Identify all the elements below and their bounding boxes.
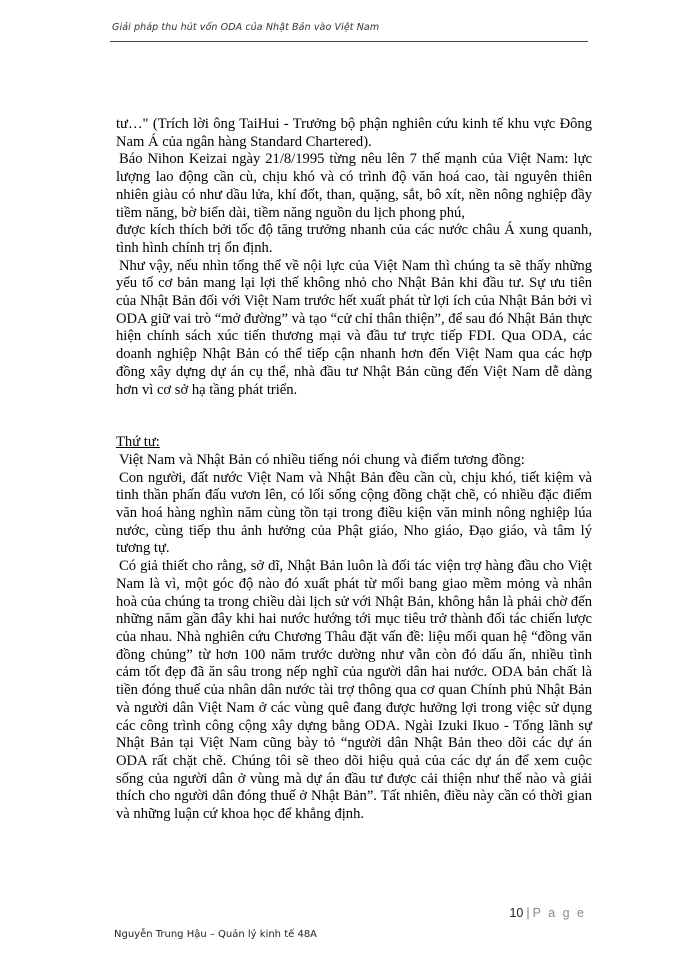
- paragraph-people-culture: Con người, đất nước Việt Nam và Nhật Bản đều cần cù, chịu khó, tiết kiệm và tinh thần phấn đấu vươn lên, có lối sống cộng đồng chặt chẽ, có nhiều đặc điểm văn hoá hàng nghìn năm cùng tồn tại trong điều kiện văn minh nông nghiệp lúa nước, cùng tiếp thu ảnh hưởng của Phật giáo, Nho giáo, Đạo giáo, và tâm lý tương tự.: [116, 469, 592, 557]
- paragraph-quote-end: tư…" (Trích lời ông TaiHui - Trưởng bộ phận nghiên cứu kinh tế khu vực Đông Nam Á của ngân hàng Standard Chartered).: [116, 116, 592, 150]
- paragraph-growth: được kích thích bởi tốc độ tăng trưởng nhanh của các nước châu Á xung quanh, tình hình chính trị ổn định.: [116, 222, 592, 256]
- page-number-value: 10: [509, 906, 524, 920]
- paragraph-common-ground: Việt Nam và Nhật Bản có nhiều tiếng nói chung và điểm tương đồng:: [119, 451, 525, 468]
- running-header: Giải pháp thu hút vốn ODA của Nhật Bản vào Việt Nam: [112, 22, 380, 33]
- footer-author: Nguyễn Trung Hậu – Quản lý kinh tế 48A: [114, 929, 318, 940]
- page-number-separator: |: [526, 906, 530, 920]
- document-body: [116, 116, 592, 824]
- page-label: P a g e: [532, 906, 586, 920]
- paragraph-internal-strength: Như vậy, nếu nhìn tổng thể về nội lực của Việt Nam thì chúng ta sẽ thấy những yếu tố cơ bản mang lại lợi thế không nhỏ cho Nhật Bản khi đầu tư. Sự ưu tiên của Nhật Bản đối với Việt Nam trước hết xuất phát từ lợi ích của Nhật Bản bởi vì ODA giữ vai trò “mở đường” và tạo “cử chỉ thân thiện”, để sau đó Nhật Bản thực hiện chính sách xúc tiến thương mại và đầu tư trực tiếp FDI. Qua ODA, các doanh nghiệp Nhật Bản có thể tiếp cận nhanh hơn đến Việt Nam qua các hợp đồng xây dựng dự án cụ thể, nhà đầu tư Nhật Bản cũng đến Việt Nam dễ dàng hơn vì cơ sở hạ tầng phát triển.: [116, 257, 592, 398]
- paragraph-nihon-keizai: Báo Nihon Keizai ngày 21/8/1995 từng nêu lên 7 thế mạnh của Việt Nam: lực lượng lao động cần cù, chịu khó và có trình độ văn hoá cao, tài nguyên thiên nhiên giàu có như dầu lửa, khí đốt, than, quặng, sắt, bô xít, nền nông nghiệp đầy tiềm năng, bờ biển dài, tiềm năng nguồn du lịch phong phú,: [116, 151, 592, 221]
- page-number: [509, 906, 586, 920]
- header-divider: [110, 41, 588, 42]
- paragraph-hypothesis: Có giả thiết cho rằng, sở dĩ, Nhật Bản luôn là đối tác viện trợ hàng đầu cho Việt Nam là vì, một góc độ nào đó xuất phát từ mối bang giao mềm mỏng và nhân hoà của chúng ta trong chiều dài lịch sử với Nhật Bản, không hẳn là phải chờ đến những năm gần đây khi hai nước hướng tới mục tiêu trở thành đối tác chiến lược của nhau. Nhà nghiên cứu Chương Thâu đặt vấn đề: liệu mối quan hệ “đồng văn đồng chủng” từ hơn 100 năm trước dường như vẫn còn đó dấu ấn, nhiều tình cảm tốt đẹp đã ăn sâu trong nếp nghĩ của người dân hai nước. ODA bản chất là tiền đóng thuế của nhân dân nước tài trợ thông qua cơ quan Chính phủ Nhật Bản và người dân Việt Nam ở các vùng quê đang được hưởng lợi trong việc sử dụng các công trình công cộng xây dựng bằng ODA. Ngài Izuki Ikuo - Tổng lãnh sự Nhật Bản tại Việt Nam cũng bày tỏ “người dân Nhật Bản theo dõi các dự án ODA rất chặt chẽ. Chúng tôi sẽ theo dõi hiệu quả của các dự án để xem cuộc sống của người dân ở vùng mà dự án đầu tư được cải thiện như thế nào và giải thích cho người dân đóng thuế ở Nhật Bản”. Tất nhiên, điều này cần có thời gian và những luận cứ khoa học để khẳng định.: [116, 558, 592, 823]
- paragraph-gap: [116, 399, 592, 434]
- section-heading-fourth: Thứ tư:: [116, 434, 160, 451]
